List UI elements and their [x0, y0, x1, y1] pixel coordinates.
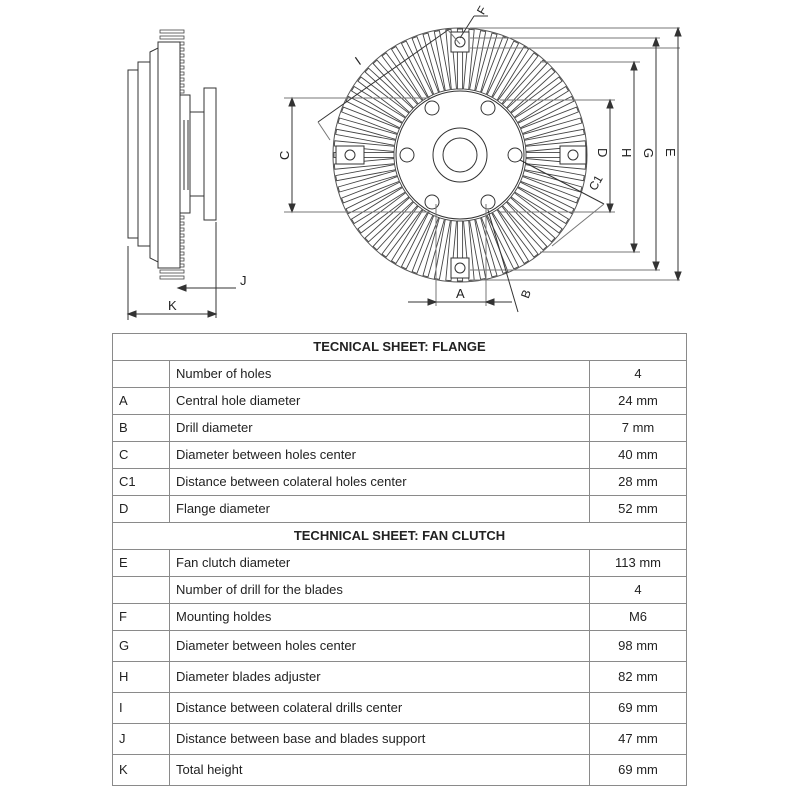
row-description: Distance between colateral drills center	[170, 693, 590, 724]
row-description: Flange diameter	[170, 496, 590, 523]
row-code: C	[113, 442, 170, 469]
section-title: TECHNICAL SHEET: FAN CLUTCH	[113, 523, 687, 550]
row-description: Drill diameter	[170, 415, 590, 442]
blade-hole-bottom-left	[425, 195, 439, 209]
row-description: Number of drill for the blades	[170, 577, 590, 604]
row-code: K	[113, 755, 170, 786]
table-row	[113, 693, 687, 724]
section-title: TECNICAL SHEET: FLANGE	[113, 334, 687, 361]
row-value: 47 mm	[590, 724, 687, 755]
row-value: 24 mm	[590, 388, 687, 415]
blade-hole-bottom-right	[481, 195, 495, 209]
row-description: Number of holes	[170, 361, 590, 388]
row-description: Diameter between holes center	[170, 631, 590, 662]
row-description: Central hole diameter	[170, 388, 590, 415]
table-row	[113, 415, 687, 442]
row-value: 52 mm	[590, 496, 687, 523]
row-code: B	[113, 415, 170, 442]
label-d: D	[595, 148, 610, 158]
label-k: K	[168, 298, 177, 313]
row-value: M6	[590, 604, 687, 631]
flange-hole-left	[400, 148, 414, 162]
side-view	[128, 30, 236, 320]
label-f: F	[473, 3, 490, 17]
row-description: Distance between base and blades support	[170, 724, 590, 755]
table-row	[113, 361, 687, 388]
row-description: Fan clutch diameter	[170, 550, 590, 577]
row-value: 4	[590, 361, 687, 388]
table-row	[113, 577, 687, 604]
row-value: 113 mm	[590, 550, 687, 577]
technical-drawing	[0, 0, 805, 330]
blade-hole-top-right	[481, 101, 495, 115]
label-b: B	[518, 287, 534, 301]
label-h: H	[619, 148, 634, 158]
row-description: Distance between colateral holes center	[170, 469, 590, 496]
row-code: G	[113, 631, 170, 662]
side-fin	[160, 36, 184, 39]
spec-table	[112, 333, 687, 786]
section-header-row	[113, 334, 687, 361]
row-code: I	[113, 693, 170, 724]
label-i: I	[352, 53, 364, 69]
row-code: H	[113, 662, 170, 693]
row-description: Diameter between holes center	[170, 442, 590, 469]
row-value: 4	[590, 577, 687, 604]
table-row	[113, 550, 687, 577]
row-code	[113, 361, 170, 388]
table-row	[113, 631, 687, 662]
label-c: C	[277, 150, 292, 160]
row-value: 69 mm	[590, 755, 687, 786]
row-code: J	[113, 724, 170, 755]
side-fin	[160, 30, 184, 33]
table-row	[113, 496, 687, 523]
row-description: Mounting holdes	[170, 604, 590, 631]
blade-hole-top-left	[425, 101, 439, 115]
row-code: A	[113, 388, 170, 415]
side-fin	[160, 276, 184, 279]
row-code	[113, 577, 170, 604]
label-g: G	[641, 148, 656, 159]
row-value: 7 mm	[590, 415, 687, 442]
side-fin	[160, 270, 184, 273]
row-description: Diameter blades adjuster	[170, 662, 590, 693]
row-code: E	[113, 550, 170, 577]
table-row	[113, 755, 687, 786]
label-c1: C1	[585, 172, 606, 193]
row-value: 98 mm	[590, 631, 687, 662]
flange-hole-right	[508, 148, 522, 162]
row-code: D	[113, 496, 170, 523]
table-row	[113, 604, 687, 631]
table-row	[113, 724, 687, 755]
table-row	[113, 662, 687, 693]
front-view	[284, 16, 681, 312]
row-value: 40 mm	[590, 442, 687, 469]
table-row	[113, 388, 687, 415]
label-e: E	[663, 148, 678, 157]
row-value: 28 mm	[590, 469, 687, 496]
row-value: 69 mm	[590, 693, 687, 724]
section-header-row	[113, 523, 687, 550]
row-code: C1	[113, 469, 170, 496]
row-code: F	[113, 604, 170, 631]
table-row	[113, 442, 687, 469]
label-j: J	[240, 273, 247, 288]
label-a: A	[456, 286, 465, 301]
row-description: Total height	[170, 755, 590, 786]
table-row	[113, 469, 687, 496]
row-value: 82 mm	[590, 662, 687, 693]
